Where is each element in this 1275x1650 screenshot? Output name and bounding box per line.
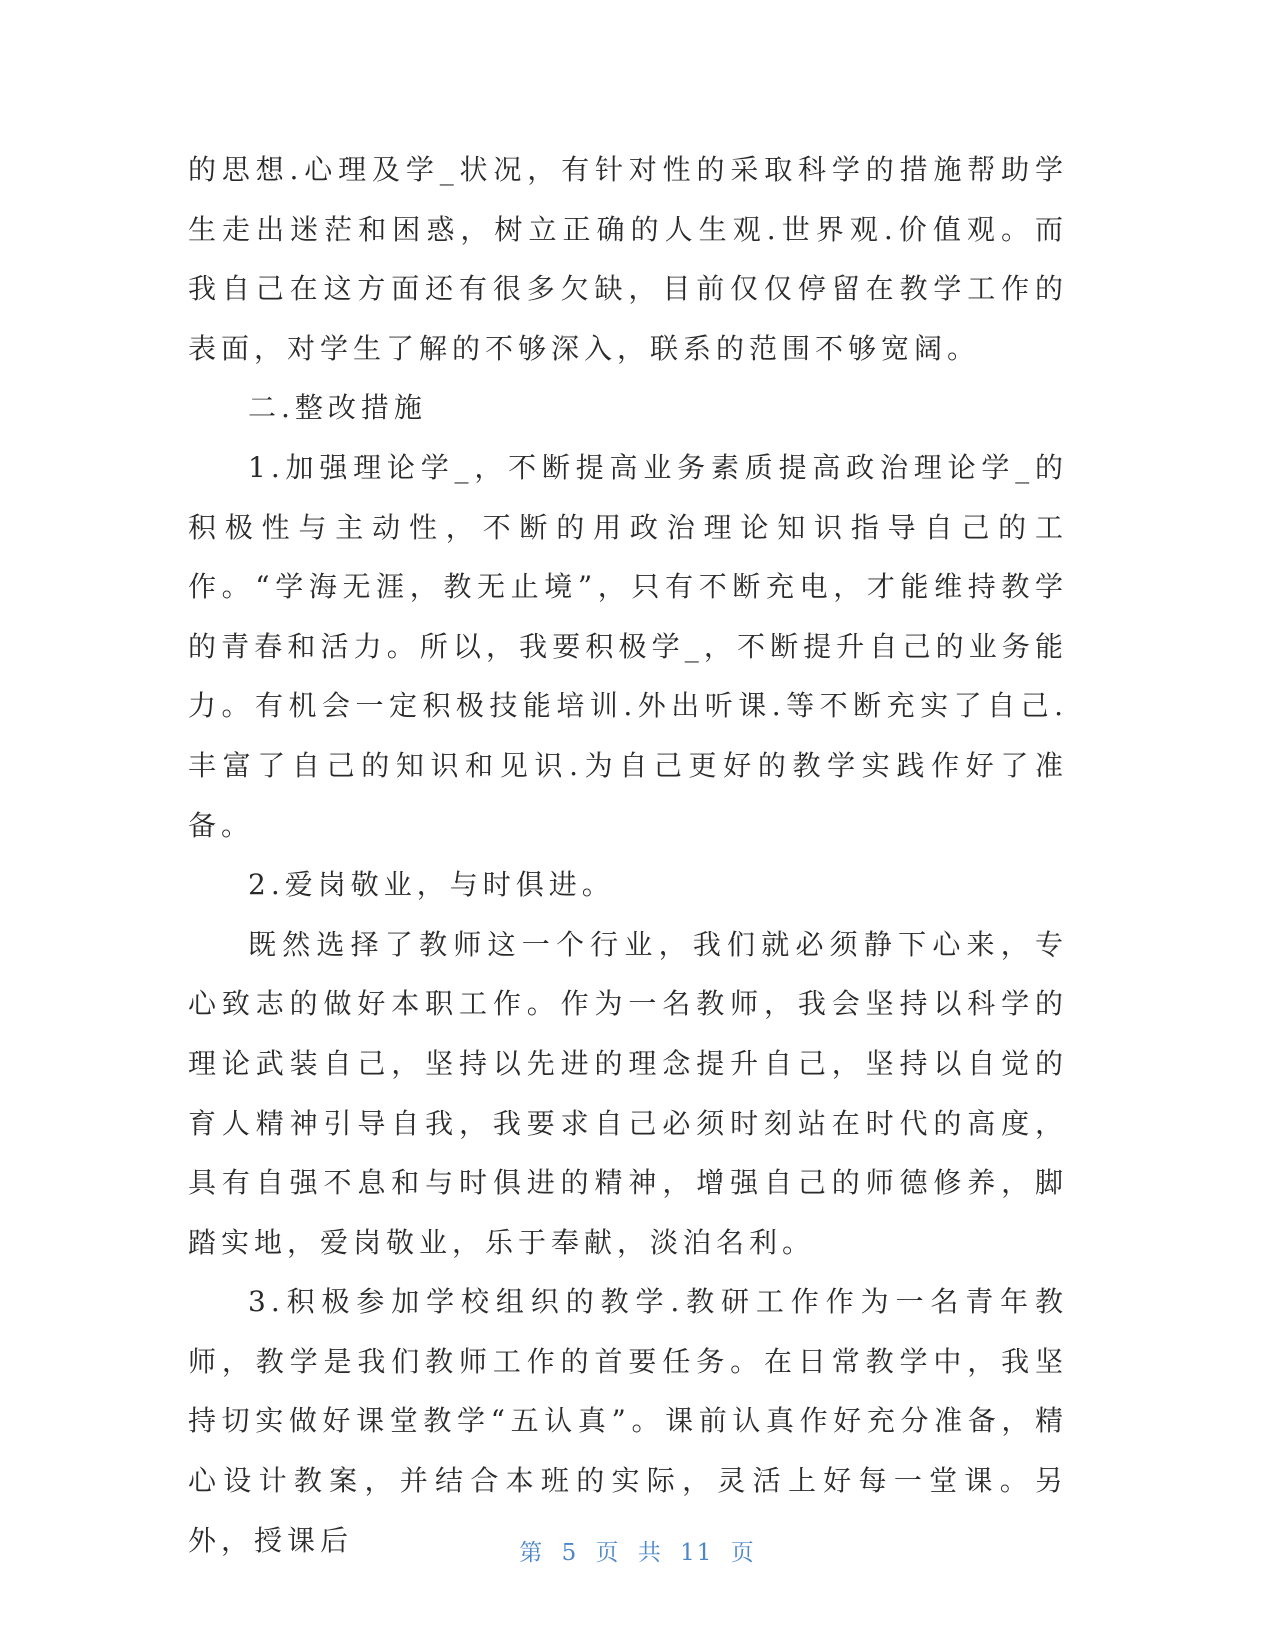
paragraph-item-2-body: 既然选择了教师这一个行业，我们就必须静下心来，专心致志的做好本职工作。作为一名教师，我会坚持以科学的理论武装自己，坚持以先进的理念提升自己，坚持以自觉的育人精神引导自我，我要求自己必须时刻站在时代的高度，具有自强不息和与时俱进的精神，增强自己的师德修养，脚踏实地，爱岗敬业，乐于奉献，淡泊名利。 (188, 927, 1068, 1259)
paragraph-item-1: 1.加强理论学_，不断提高业务素质提高政治理论学_的积极性与主动性，不断的用政治理论知识指导自己的工作。“学海无涯，教无止境”，只有不断充电，才能维持教学的青春和活力。所以，我要积极学_，不断提升自己的业务能力。有机会一定积极技能培训.外出听课.等不断充实了自己.丰富了自己的知识和见识.为自己更好的教学实践作好了准备。 (188, 450, 1068, 842)
paragraph-continuation: 的思想.心理及学_状况，有针对性的采取科学的措施帮助学生走出迷茫和困惑，树立正确的人生观.世界观.价值观。而我自己在这方面还有很多欠缺，目前仅仅停留在教学工作的表面，对学生了解的不够深入，联系的范围不够宽阔。 (188, 153, 1068, 365)
page-number-footer: 第 5 页 共 11 页 (519, 1540, 756, 1566)
paragraph-item-2-heading: 2.爱岗敬业，与时俱进。 (248, 868, 615, 902)
paragraph-item-3: 3.积极参加学校组织的教学.教研工作作为一名青年教师，教学是我们教师工作的首要任务。在日常教学中，我坚持切实做好课堂教学“五认真”。课前认真作好充分准备，精心设计教案，并结合本班的实际，灵活上好每一堂课。另外，授课后 (188, 1285, 1068, 1557)
document-body (188, 140, 1068, 1570)
section-heading-rectification-measures: 二.整改措施 (248, 391, 427, 425)
